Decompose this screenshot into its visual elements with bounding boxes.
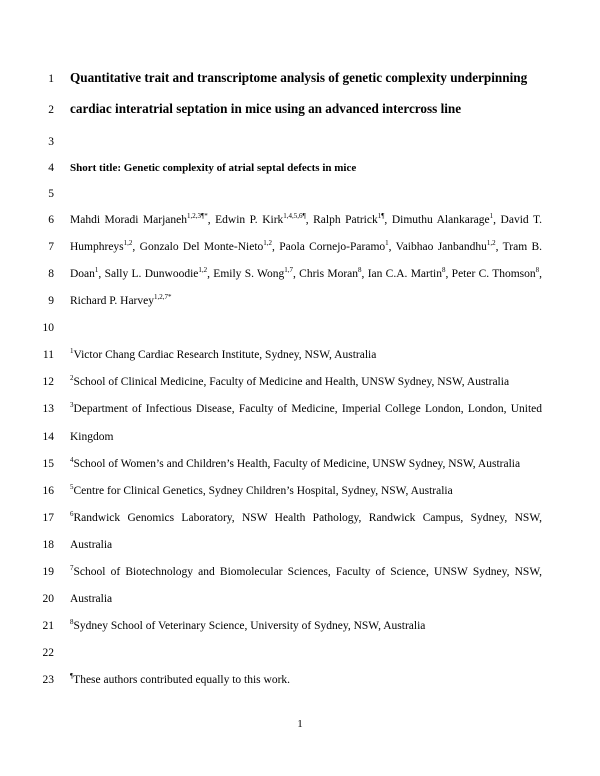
author-affiliation: 8 bbox=[358, 266, 362, 274]
line-number: 21 bbox=[42, 620, 54, 632]
author-line: Doan$^1$, Sally L. Dunwoodie$^{1,2}$, Emily S. Wong$^{1,7}$, Chris Moran$^8$, Ian C.A. Martin$^8$, Peter C. Thomson$^8$, bbox=[70, 266, 543, 280]
affiliation-1: $^1$Victor Chang Cardiac Research Institute, Sydney, NSW, Australia bbox=[70, 347, 377, 361]
author-affiliation: 1,2,7* bbox=[154, 293, 172, 301]
author-name: Paola Cornejo-Paramo bbox=[279, 241, 386, 253]
line-number: 8 bbox=[48, 268, 54, 280]
paper-title-line-2: cardiac interatrial septation in mice using an advanced intercross line bbox=[70, 101, 462, 116]
author-name: Mahdi Moradi Marjaneh bbox=[70, 214, 188, 226]
affiliation-7: $^7$School of Biotechnology and Biomolecular Sciences, Faculty of Science, UNSW Sydney, NSW, bbox=[70, 564, 542, 578]
author-name: Doan bbox=[70, 268, 95, 280]
line-number: 7 bbox=[48, 241, 54, 253]
author-line bbox=[70, 294, 542, 308]
line-number: 11 bbox=[42, 349, 54, 361]
author-name: Chris Moran bbox=[299, 268, 359, 280]
author-name: Gonzalo Del Monte-Nieto bbox=[139, 241, 264, 253]
author-name: Dimuthu Alankarage bbox=[391, 214, 490, 226]
affiliation-6-cont: Australia bbox=[70, 539, 113, 551]
author-name: Vaibhao Janbandhu bbox=[395, 241, 487, 253]
line-number: 15 bbox=[42, 458, 54, 470]
line-number: 17 bbox=[42, 512, 54, 524]
author-affiliation: 1 bbox=[385, 239, 389, 247]
author-name: Emily S. Wong bbox=[213, 268, 285, 280]
line-number: 1 bbox=[48, 73, 54, 85]
line-number: 14 bbox=[42, 431, 54, 443]
affiliation-6: $^6$Randwick Genomics Laboratory, NSW Health Pathology, Randwick Campus, Sydney, NSW, bbox=[70, 510, 542, 524]
line-number: 23 bbox=[42, 674, 54, 686]
affiliation-5: $^5$Centre for Clinical Genetics, Sydney Children’s Hospital, Sydney, NSW, Australia bbox=[70, 483, 453, 497]
line-number: 5 bbox=[48, 188, 54, 200]
author-name: Peter C. Thomson bbox=[451, 268, 536, 280]
line-number: 20 bbox=[42, 593, 54, 605]
line-number: 18 bbox=[42, 539, 54, 551]
short-title: Short title: Genetic complexity of atrial septal defects in mice bbox=[70, 162, 357, 174]
line-number: 13 bbox=[42, 403, 54, 415]
author-name: David T. bbox=[500, 214, 543, 226]
affiliation-8: $^8$Sydney School of Veterinary Science, University of Sydney, NSW, Australia bbox=[70, 618, 426, 632]
author-affiliation: 1,4,5,6¶ bbox=[283, 212, 306, 220]
affiliation-4: $^4$School of Women’s and Children’s Health, Faculty of Medicine, UNSW Sydney, NSW, Australia bbox=[70, 456, 521, 470]
author-affiliation: 8 bbox=[442, 266, 446, 274]
author-line: Humphreys$^{1,2}$, Gonzalo Del Monte-Nieto$^{1,2}$, Paola Cornejo-Paramo$^1$, Vaibhao Janbandhu$^{1,2}$, Tram B. bbox=[70, 239, 543, 253]
author-affiliation: 1¶ bbox=[377, 212, 385, 220]
line-number: 12 bbox=[42, 376, 54, 388]
line-number: 3 bbox=[48, 136, 54, 148]
author-name: Edwin P. Kirk bbox=[215, 214, 284, 226]
author-affiliation: 1,2 bbox=[263, 239, 273, 247]
line-number: 6 bbox=[48, 214, 54, 226]
author-name: Humphreys bbox=[70, 241, 124, 253]
paper-title-line-1: Quantitative trait and transcriptome analysis of genetic complexity underpinning bbox=[70, 70, 528, 85]
author-affiliation: 1,2,3¶* bbox=[187, 212, 208, 220]
author-name: Richard P. Harvey bbox=[70, 295, 154, 307]
author-affiliation: 1 bbox=[94, 266, 99, 274]
line-number: 4 bbox=[48, 162, 54, 174]
author-affiliation: 1,7 bbox=[284, 266, 293, 274]
affiliation-3-cont: Kingdom bbox=[70, 431, 114, 443]
author-affiliation: 1,2 bbox=[486, 239, 496, 247]
author-affiliation: 1,2 bbox=[123, 239, 133, 247]
line-number: 9 bbox=[48, 295, 54, 307]
affiliation-3: $^3$Department of Infectious Disease, Faculty of Medicine, Imperial College London, London, United bbox=[70, 401, 542, 415]
author-affiliation: 1,2 bbox=[198, 266, 208, 274]
affiliation-2: $^2$School of Clinical Medicine, Faculty of Medicine and Health, UNSW Sydney, NSW, Australia bbox=[70, 374, 510, 388]
page-number: 1 bbox=[297, 718, 303, 730]
author-affiliation: 1 bbox=[489, 212, 494, 220]
author-name: Ian C.A. Martin bbox=[367, 268, 442, 280]
line-number: 2 bbox=[48, 104, 54, 116]
affiliation-7-cont: Australia bbox=[70, 593, 113, 605]
line-number: 22 bbox=[42, 647, 54, 659]
line-number: 10 bbox=[42, 322, 54, 334]
author-name: Ralph Patrick bbox=[313, 214, 378, 226]
equal-contribution-note: ¶These authors contributed equally to this work. bbox=[70, 672, 291, 686]
author-line: Mahdi Moradi Marjaneh$^{1,2,3\P*}$, Edwin P. Kirk$^{1,4,5,6\P}$, Ralph Patrick$^{1\P}$, Dimuthu Alankarage$^1$, David T. bbox=[70, 212, 543, 226]
author-name: Sally L. Dunwoodie bbox=[104, 268, 199, 280]
author-affiliation: 8 bbox=[535, 266, 540, 274]
line-number: 19 bbox=[42, 566, 54, 578]
author-name: Tram B. bbox=[502, 241, 543, 253]
line-number: 16 bbox=[42, 485, 54, 497]
